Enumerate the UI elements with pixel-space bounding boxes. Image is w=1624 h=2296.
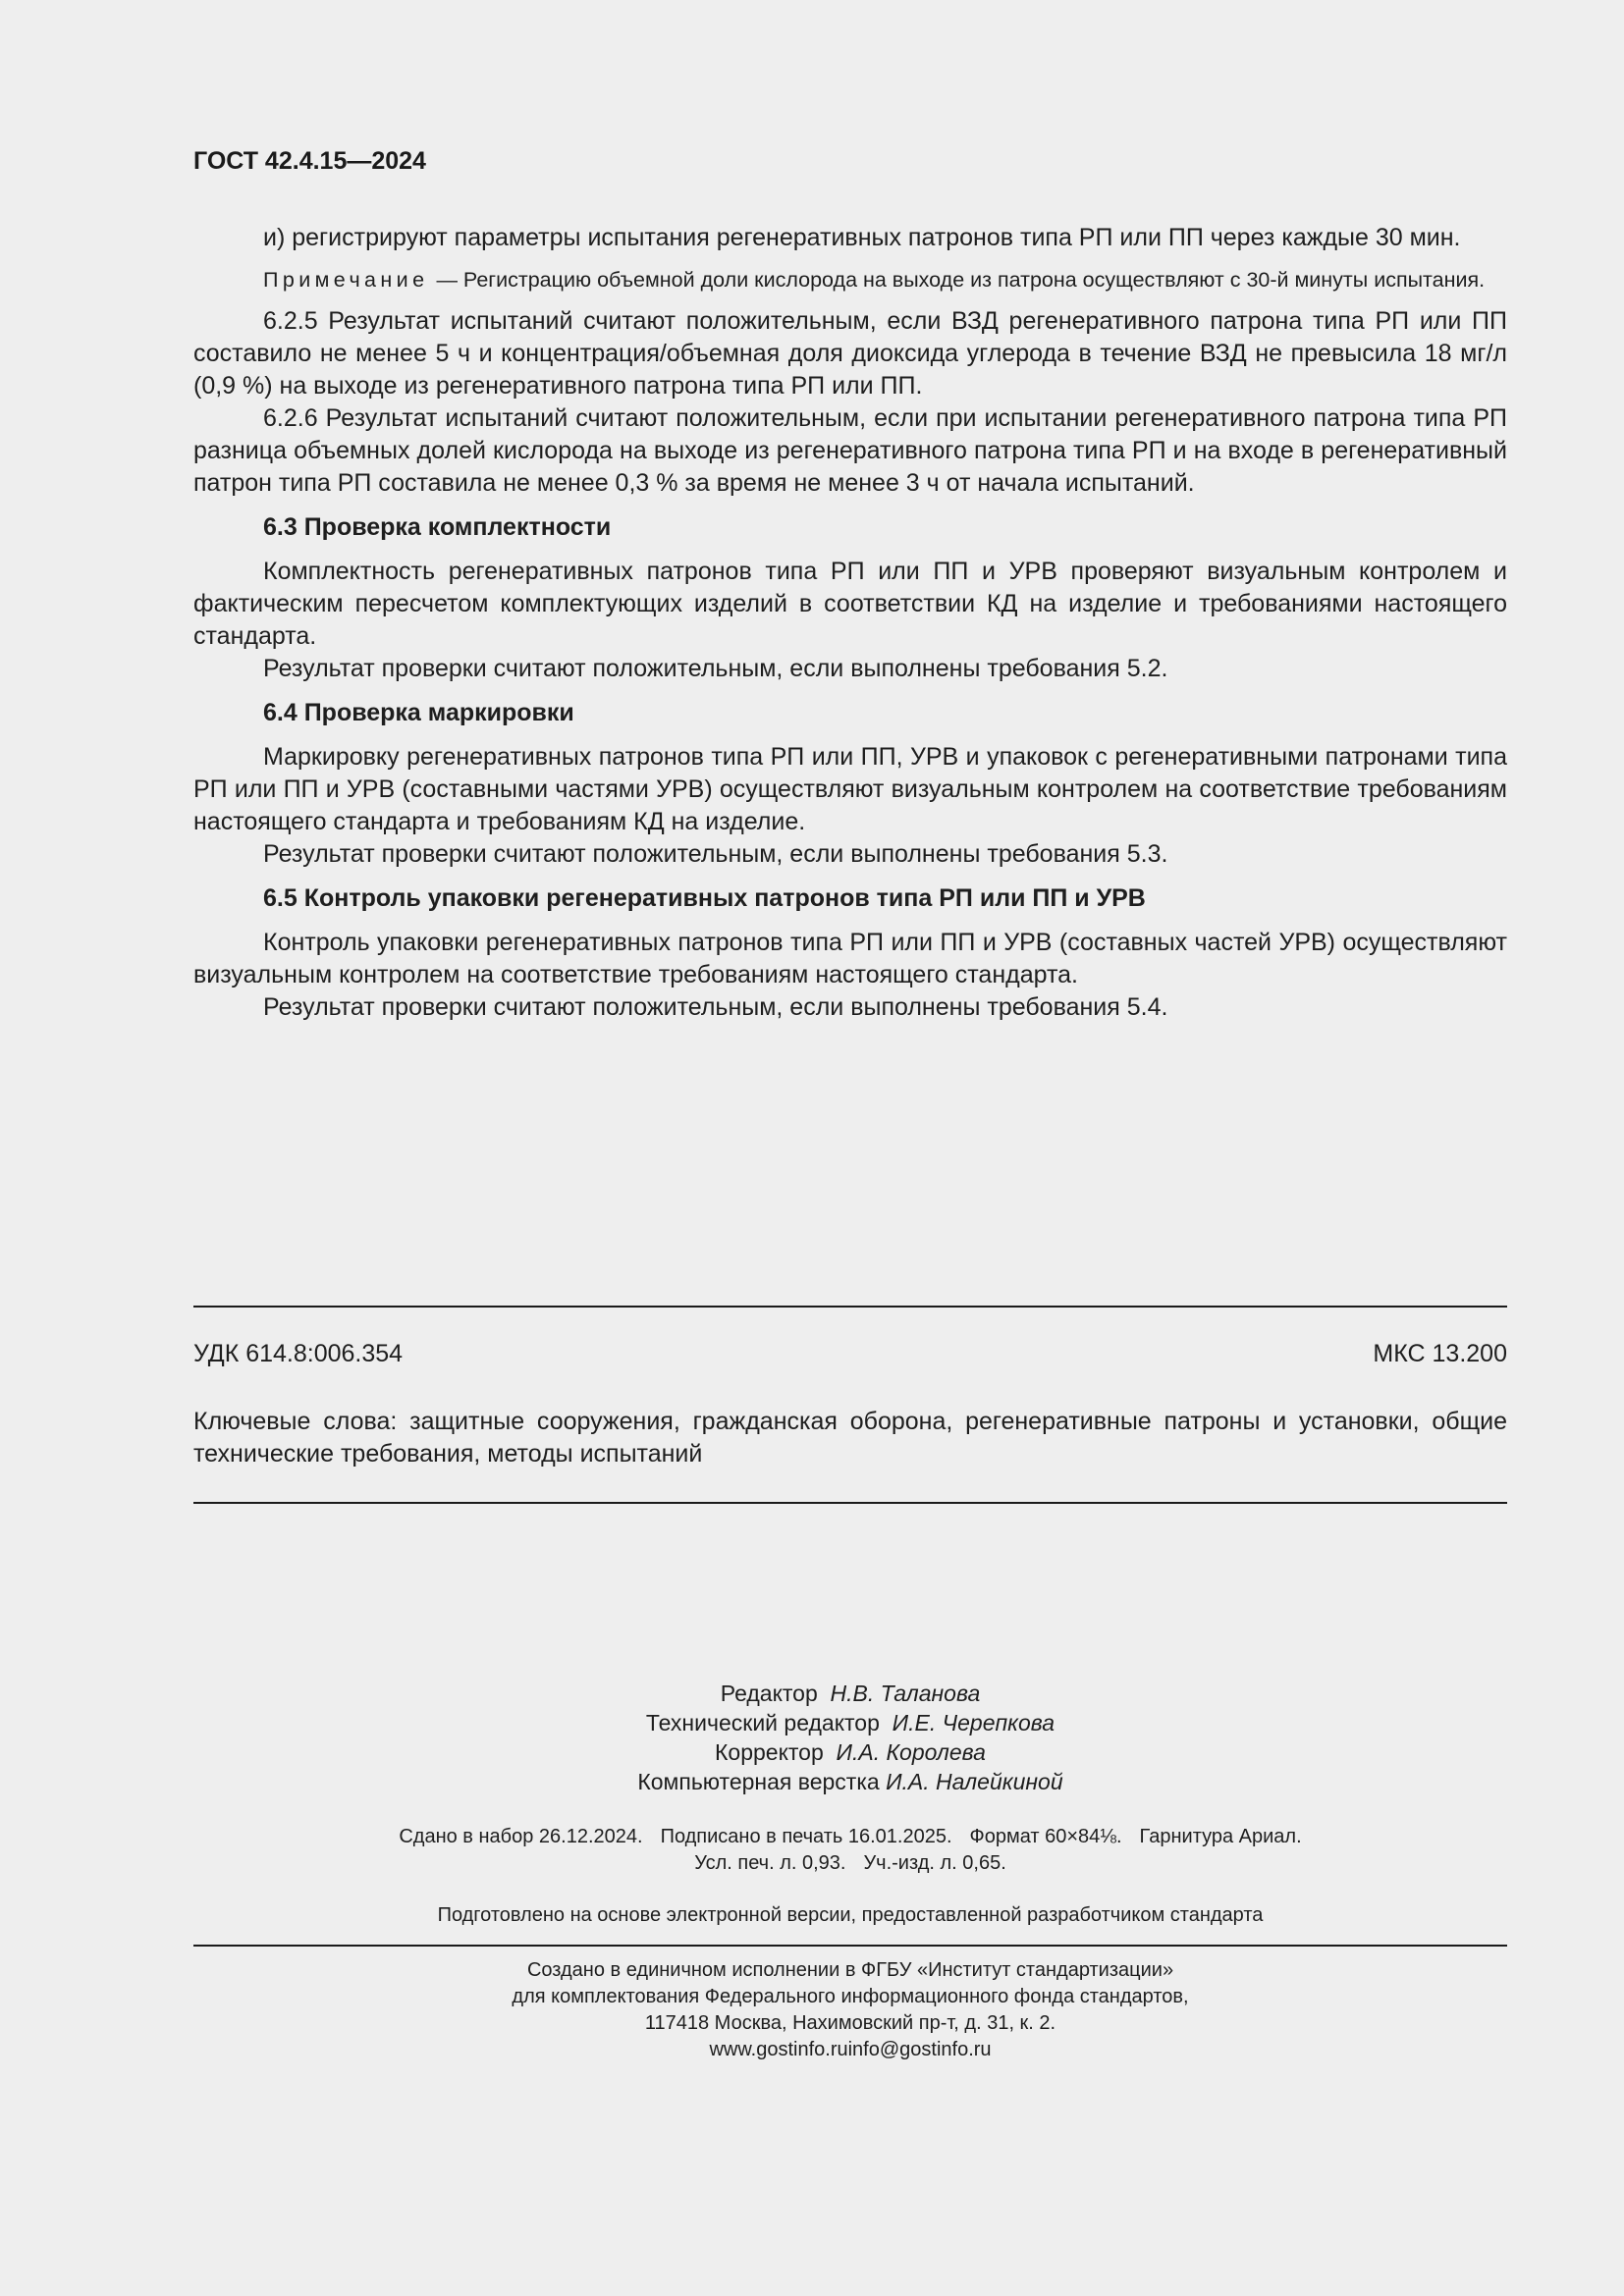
person-name: Н.В. Таланова xyxy=(830,1681,981,1706)
typeface: Гарнитура Ариал. xyxy=(1139,1826,1302,1847)
footer-line-3: 117418 Москва, Нахимовский пр-т, д. 31, к. 2. xyxy=(644,2012,1056,2034)
person-name: И.А. Королева xyxy=(836,1739,986,1765)
credit-layout xyxy=(0,1767,1624,1796)
credits-block xyxy=(0,1679,1624,1796)
credit-editor xyxy=(0,1679,1624,1708)
footer-line-2: для комплектования Федерального информационного фонда стандартов, xyxy=(512,1986,1189,2007)
email-link[interactable]: info@gostinfo.ru xyxy=(847,2039,992,2060)
note-label: Примечание xyxy=(263,268,429,292)
note xyxy=(193,266,1507,294)
divider-top xyxy=(193,1306,1507,1308)
keywords: Ключевые слова: защитные сооружения, гражданская оборона, регенеративные патроны и установки, общие технические требования, методы испытаний xyxy=(193,1408,1507,1468)
paragraph-6-2-5: 6.2.5 Результат испытаний считают положительным, если ВЗД регенеративного патрона типа РП или ПП составило не менее 5 ч и концентрация/объемная доля диоксида углерода в течение ВЗД не превысила 18 мг/л (0,9 %) на выходе из регенеративного патрона типа РП или ПП. xyxy=(193,307,1507,400)
person-name: И.Е. Черепкова xyxy=(892,1710,1056,1735)
divider-bottom xyxy=(193,1945,1507,1947)
udk-code: УДК 614.8:006.354 xyxy=(193,1340,404,1367)
paragraph-6-5-a: Контроль упаковки регенеративных патронов типа РП или ПП и УРВ (составных частей УРВ) осуществляют визуальным контролем на соответствие требованиям настоящего стандарта. xyxy=(193,929,1507,988)
paragraph-6-4-a: Маркировку регенеративных патронов типа РП или ПП, УРВ и упаковок с регенеративными патронами типа РП или ПП и УРВ (составными частями УРВ) осуществляют визуальным контролем на соответствие требованиям настоящего стандарта и требованиям КД на изделие. xyxy=(193,743,1507,835)
role-label: Технический редактор xyxy=(645,1710,880,1735)
note-text: — Регистрацию объемной доли кислорода на выходе из патрона осуществляют с 30-й минуты испытания. xyxy=(436,268,1486,292)
website-link[interactable]: www.gostinfo.ru xyxy=(709,2039,848,2060)
signed-date: Подписано в печать 16.01.2025. xyxy=(660,1826,952,1847)
mks-code: МКС 13.200 xyxy=(1373,1340,1507,1367)
format: Формат 60×84⅛. xyxy=(969,1826,1122,1847)
person-name: И.А. Налейкиной xyxy=(886,1769,1063,1794)
paragraph-6-3-b: Результат проверки считают положительным, если выполнены требования 5.2. xyxy=(263,655,1168,682)
print-info xyxy=(0,1824,1624,1877)
print-sheets: Усл. печ. л. 0,93. xyxy=(694,1852,846,1874)
footer-contacts xyxy=(0,2037,1624,2063)
paragraph-6-5-b: Результат проверки считают положительным, если выполнены требования 5.4. xyxy=(263,993,1168,1021)
submitted-date: Сдано в набор 26.12.2024. xyxy=(399,1826,643,1847)
publication-sheets: Уч.-изд. л. 0,65. xyxy=(863,1852,1006,1874)
heading-6-5: 6.5 Контроль упаковки регенеративных патронов типа РП или ПП и УРВ xyxy=(263,884,1146,912)
divider-middle xyxy=(193,1502,1507,1504)
print-info-line-1 xyxy=(0,1824,1624,1850)
main-text xyxy=(193,222,1507,1024)
document-header: ГОСТ 42.4.15—2024 xyxy=(193,147,426,175)
print-info-line-2 xyxy=(0,1850,1624,1877)
paragraph-6-4-b: Результат проверки считают положительным, если выполнены требования 5.3. xyxy=(263,840,1168,868)
classification-row xyxy=(193,1340,1507,1368)
paragraph-6-3-a: Комплектность регенеративных патронов типа РП или ПП и УРВ проверяют визуальным контролем и фактическим пересчетом комплектующих изделий в соответствии КД на изделие и требованиями настоящего стандарта. xyxy=(193,558,1507,650)
credit-corrector xyxy=(0,1737,1624,1767)
credit-tech-editor xyxy=(0,1708,1624,1737)
role-label: Компьютерная верстка xyxy=(637,1769,880,1794)
publisher-footer xyxy=(0,1957,1624,2063)
role-label: Корректор xyxy=(715,1739,824,1765)
footer-line-1: Создано в единичном исполнении в ФГБУ «Институт стандартизации» xyxy=(526,1959,1174,1981)
heading-6-3: 6.3 Проверка комплектности xyxy=(263,513,612,541)
role-label: Редактор xyxy=(720,1681,818,1706)
prepared-note: Подготовлено на основе электронной версии, предоставленной разработчиком стандарта xyxy=(437,1904,1264,1926)
paragraph-item-i: и) регистрируют параметры испытания регенеративных патронов типа РП или ПП через каждые 30 мин. xyxy=(263,224,1461,251)
heading-6-4: 6.4 Проверка маркировки xyxy=(263,699,574,726)
paragraph-6-2-6: 6.2.6 Результат испытаний считают положительным, если при испытании регенеративного патрона типа РП разница объемных долей кислорода на выходе из регенеративного патрона типа РП и на входе в регенеративный патрон типа РП составила не менее 0,3 % за время не менее 3 ч от начала испытаний. xyxy=(193,404,1507,497)
